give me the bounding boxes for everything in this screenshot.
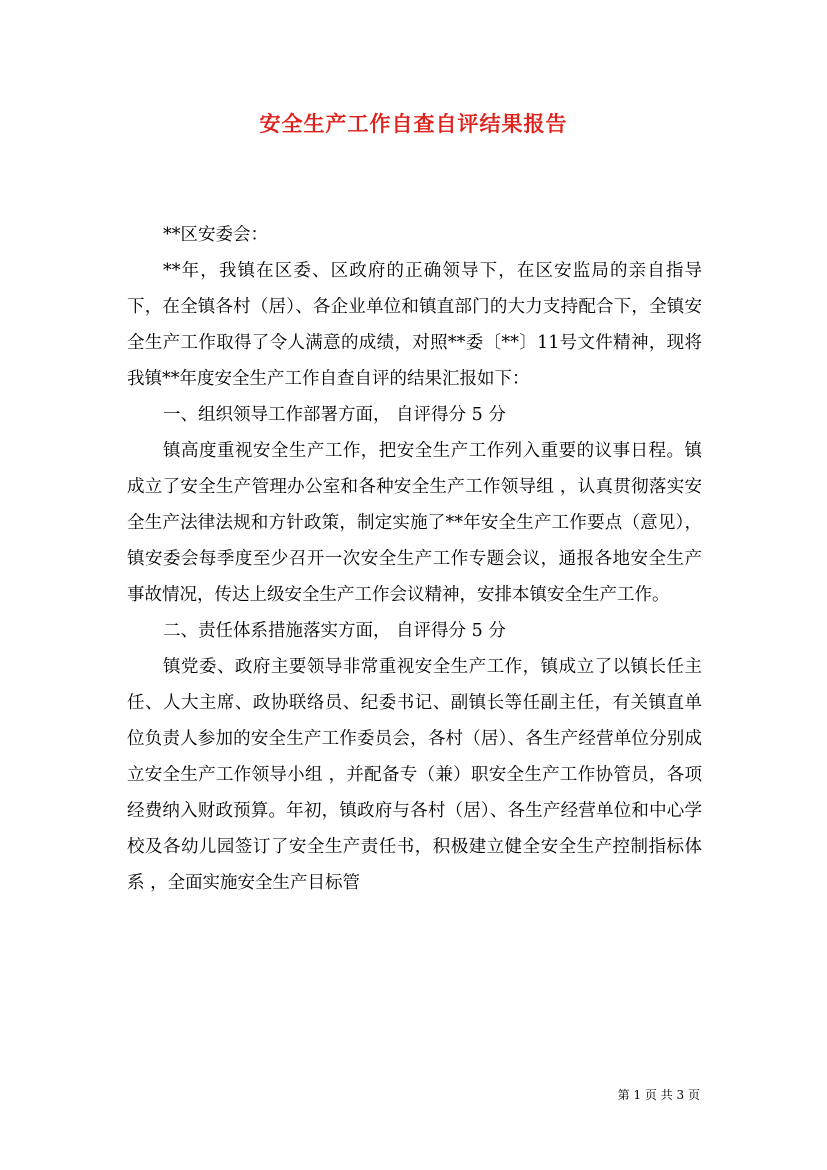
page-number-footer: 第 1 页 共 3 页	[617, 1088, 700, 1102]
section-heading-2: 二、责任体系措施落实方面， 自评得分 5 分	[163, 621, 506, 641]
section-heading-1: 一、组织领导工作部署方面， 自评得分 5 分	[163, 405, 506, 425]
document-title: 安全生产工作自查自评结果报告	[259, 111, 568, 136]
salutation: **区安委会：	[163, 225, 268, 245]
document-body	[127, 217, 702, 901]
intro-paragraph: **年，我镇在区委、区政府的正确领导下，在区安监局的亲自指导下，在全镇各村（居）、各企业单位和镇直部门的大力支持配合下，全镇安全生产工作取得了令人满意的成绩，对照**委〔**〕11号文件精神，现将我镇**年度安全生产工作自查自评的结果汇报如下：	[127, 261, 702, 389]
section-text-1: 镇高度重视安全生产工作，把安全生产工作列入重要的议事日程。镇成立了安全生产管理办公室和各种安全生产工作领导组 ，认真贯彻落实安全生产法律法规和方针政策，制定实施了**年安全生产工作要点（意见），镇安委会每季度至少召开一次安全生产工作专题会议，通报各地安全生产事故情况，传达上级安全生产工作会议精神，安排本镇安全生产工作。	[127, 441, 702, 605]
section-text-2: 镇党委、政府主要领导非常重视安全生产工作，镇成立了以镇长任主任、人大主席、政协联络员、纪委书记、副镇长等任副主任，有关镇直单位负责人参加的安全生产工作委员会，各村（居）、各生产经营单位分别成立安全生产工作领导小组 ，并配备专（兼）职安全生产工作协管员，各项经费纳入财政预算。年初，镇政府与各村（居）、各生产经营单位和中心学校及各幼儿园签订了安全生产责任书，积极建立健全安全生产控制指标体系 ，全面实施安全生产目标管	[127, 657, 702, 893]
